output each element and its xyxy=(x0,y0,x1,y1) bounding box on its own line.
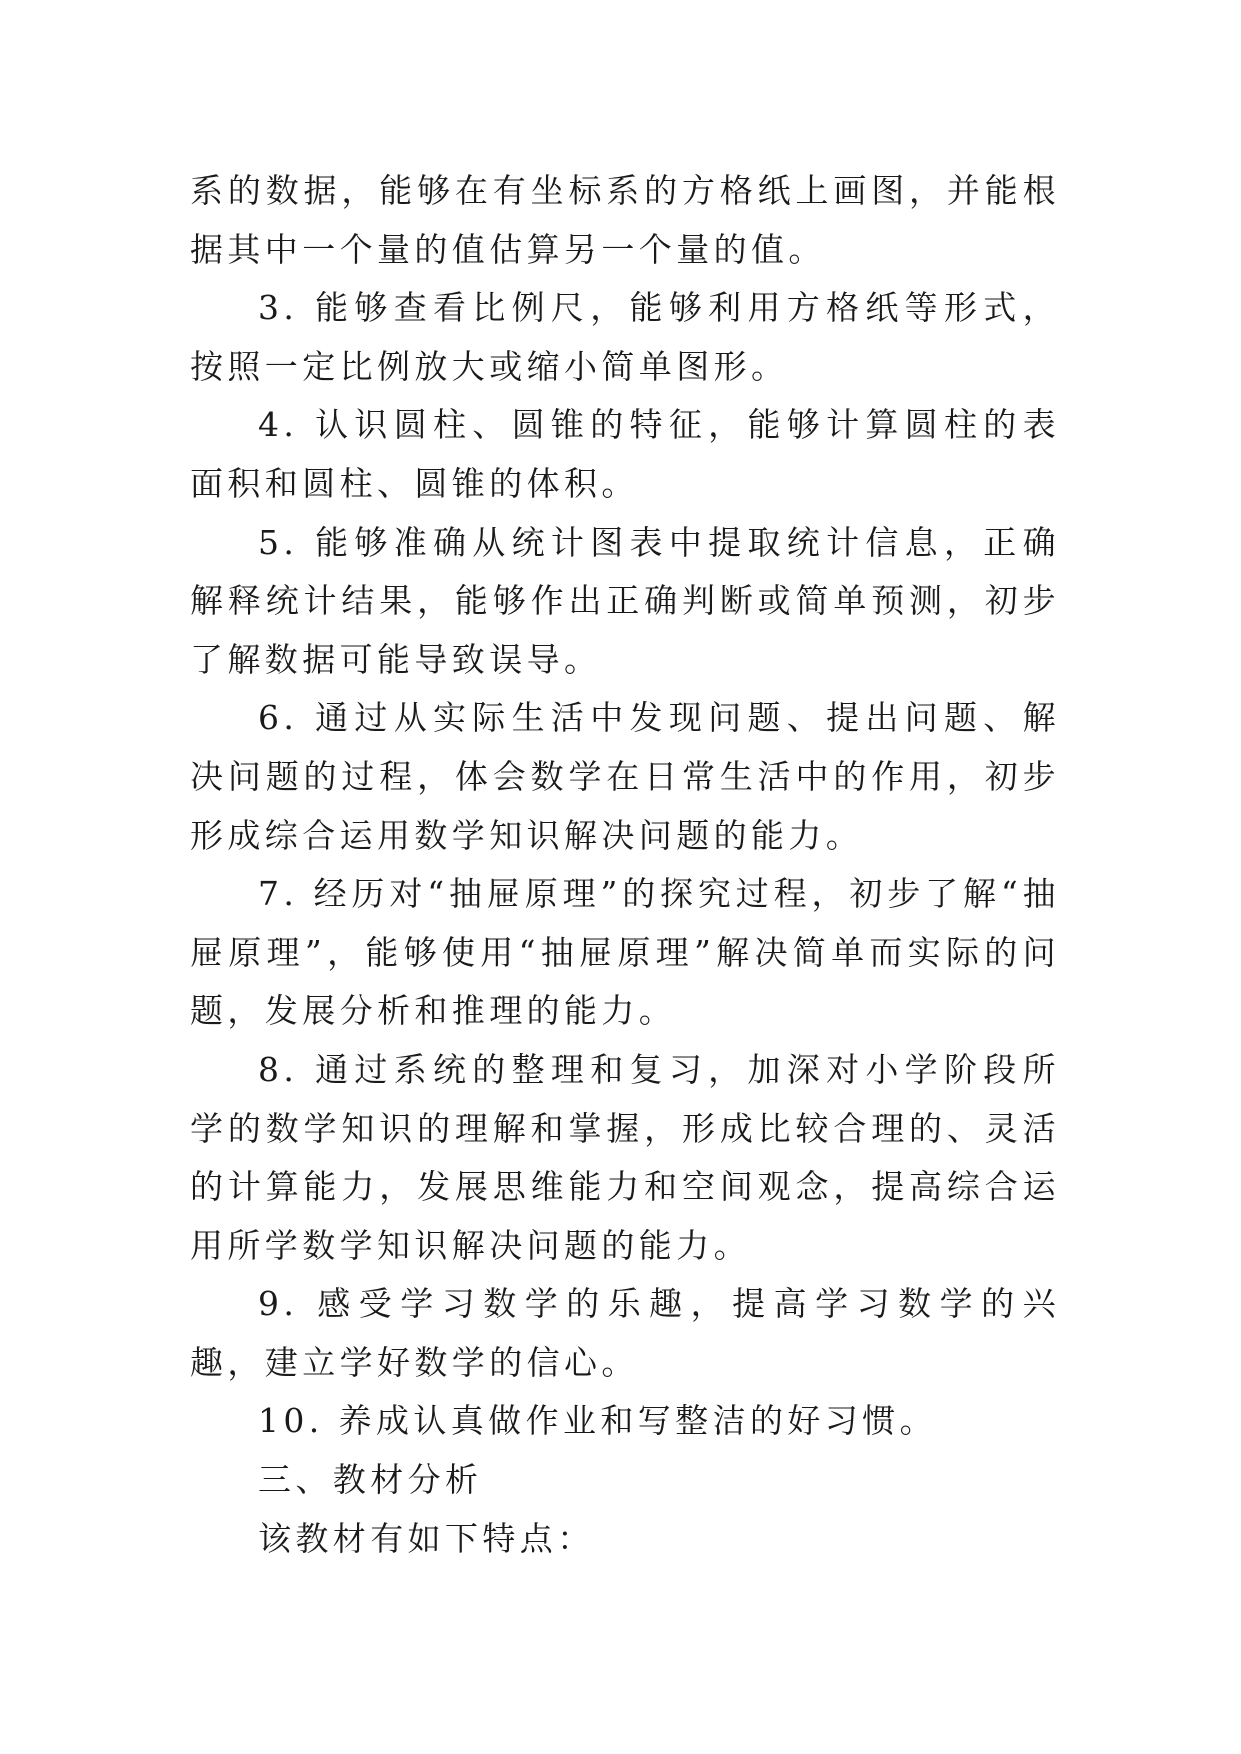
section-heading: 三、教材分析 xyxy=(258,1460,483,1500)
paragraph-item-6: 6. 通过从实际生活中发现问题、提出问题、解决问题的过程，体会数学在日常生活中的作用，初步形成综合运用数学知识解决问题的能力。 xyxy=(190,698,1060,855)
paragraph-item-4: 4. 认识圆柱、圆锥的特征，能够计算圆柱的表面积和圆柱、圆锥的体积。 xyxy=(190,405,1060,503)
paragraph-item-10: 10. 养成认真做作业和写整洁的好习惯。 xyxy=(258,1401,937,1441)
paragraph-intro: 该教材有如下特点： xyxy=(258,1518,595,1558)
paragraph-item-9: 9. 感受学习数学的乐趣，提高学习数学的兴趣，建立学好数学的信心。 xyxy=(190,1284,1060,1382)
paragraph-item-3: 3. 能够查看比例尺，能够利用方格纸等形式，按照一定比例放大或缩小简单图形。 xyxy=(190,288,1060,386)
paragraph-item-5: 5. 能够准确从统计图表中提取统计信息，正确解释统计结果，能够作出正确判断或简单预测，初步了解数据可能导致误导。 xyxy=(190,522,1060,679)
paragraph-item-7: 7. 经历对“抽屉原理”的探究过程，初步了解“抽屉原理”，能够使用“抽屉原理”解决简单而实际的问题，发展分析和推理的能力。 xyxy=(190,874,1060,1031)
paragraph-continuation: 系的数据，能够在有坐标系的方格纸上画图，并能根据其中一个量的值估算另一个量的值。 xyxy=(190,171,1060,269)
document-body xyxy=(190,162,1060,1568)
paragraph-item-8: 8. 通过系统的整理和复习，加深对小学阶段所学的数学知识的理解和掌握，形成比较合理的、灵活的计算能力，发展思维能力和空间观念，提高综合运用所学数学知识解决问题的能力。 xyxy=(190,1049,1060,1265)
